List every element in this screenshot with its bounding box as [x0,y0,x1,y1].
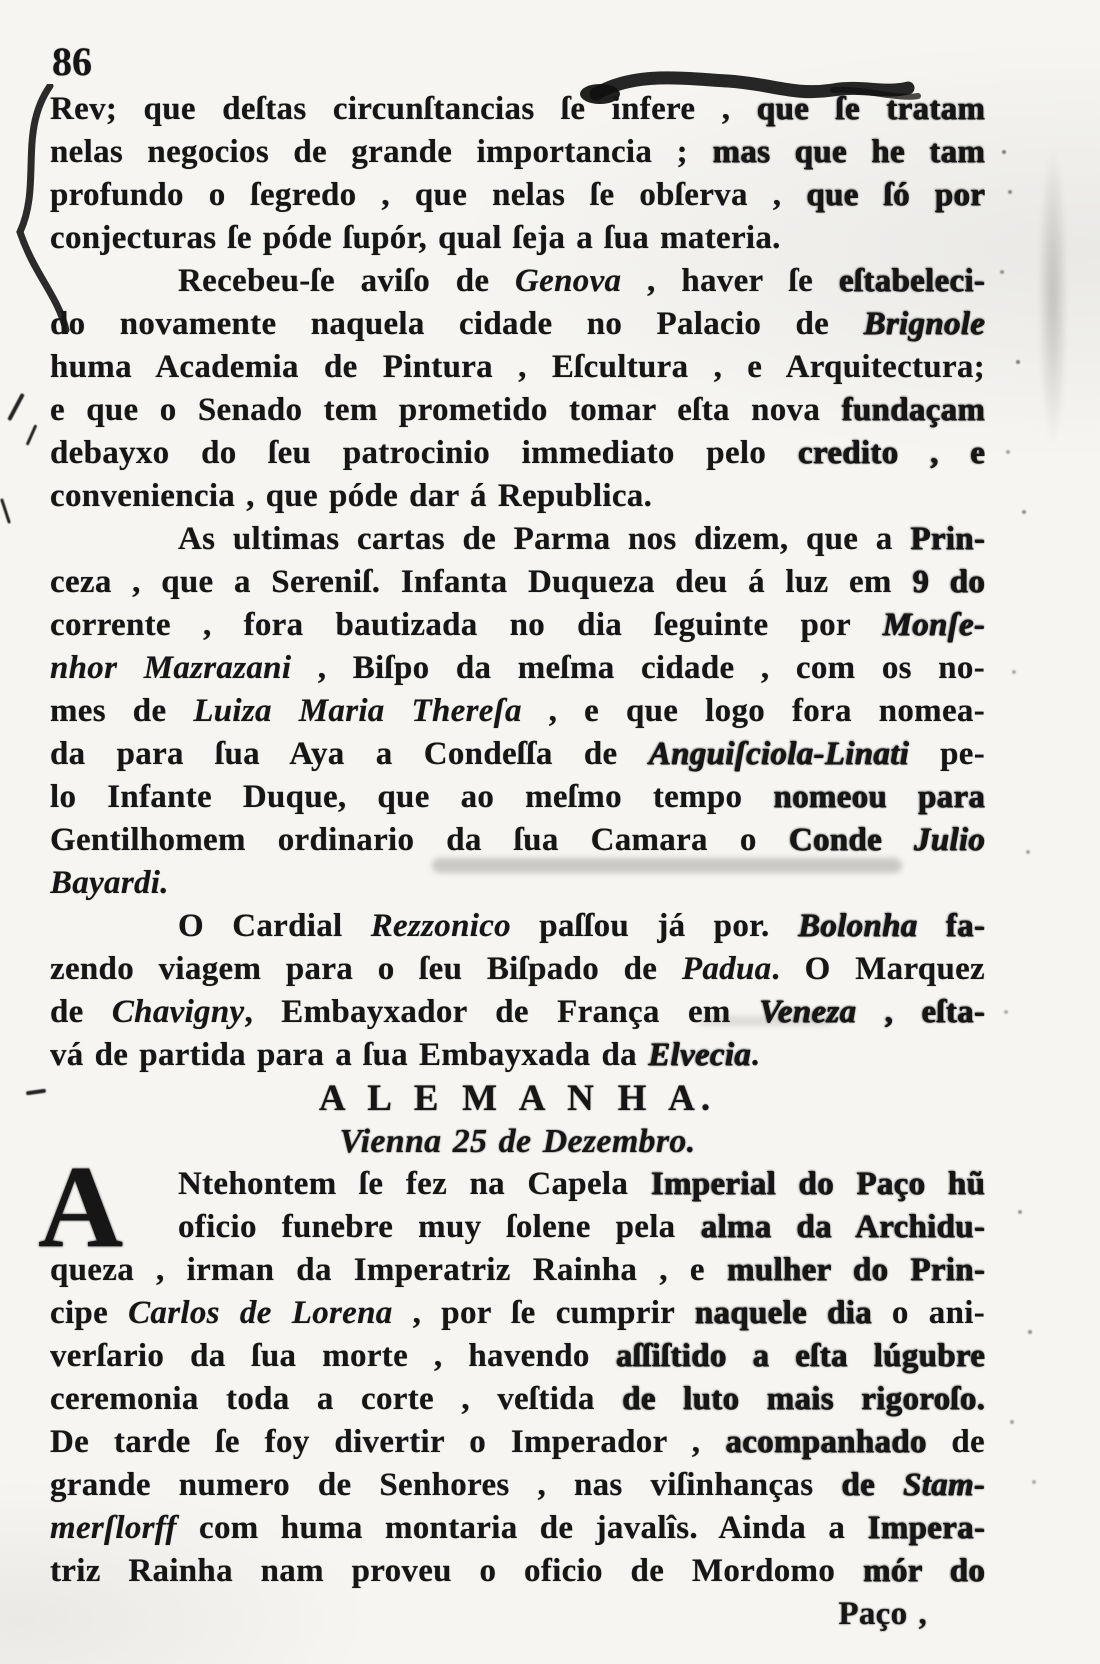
text-line [50,1034,985,1077]
text-segment: de [50,994,112,1030]
text-line [178,1206,985,1249]
ink-bleed-edge [1030,120,1076,560]
text-segment: da para ſua Aya a Condeſſa de [50,736,649,772]
body-text-upper [50,88,985,1077]
body-text-lower [50,1163,985,1593]
text-line [50,475,985,518]
text-segment: profundo o ſegredo , que nelas ſe obſerva , [50,177,807,213]
text-line [50,432,985,475]
text-segment: conjecturas ſe póde ſupór, qual ſeja a ſua materia. [50,220,781,256]
drop-cap-initial: A [38,1141,124,1272]
text-line [50,819,985,862]
text-line [50,346,985,389]
text-line [178,1163,985,1206]
text-segment: merſlorff [50,1510,177,1546]
text-segment: paſſou já por. [510,908,798,944]
text-line [50,733,985,776]
text-segment: queza , irman da Imperatriz Rainha , e [50,1252,727,1288]
text-segment: lo Infante Duque, que ao meſmo tempo [50,779,774,815]
text-segment: O Cardial [178,908,371,944]
text-segment: Conde [788,822,914,858]
margin-tick-mark [0,498,11,524]
text-segment: naquele dia [694,1295,872,1331]
text-segment: Monſe- [882,607,985,643]
text-segment: e que o Senado tem prometido tomar eſta nova [50,392,842,428]
text-segment: grande numero de Senhores , nas viſinhanças [50,1467,842,1503]
text-segment: Julio [913,822,985,858]
text-segment: Veneza [758,994,857,1030]
text-segment: debayxo do ſeu patrocinio immediato pelo [50,435,798,471]
text-segment: conveniencia , que póde dar á Republica. [50,478,653,514]
text-segment: Ntehontem ſe fez na Capela [178,1166,651,1202]
text-line [50,303,985,346]
text-segment: fundaçam [841,392,985,428]
text-segment: Bayardi. [50,865,169,901]
text-line [50,88,985,131]
text-segment: vá de partida para a ſua Embayxada da [50,1037,648,1073]
text-line [50,905,985,948]
text-segment: , e que logo fora nomea- [521,693,985,729]
text-segment: o ani- [871,1295,985,1331]
text-segment: Prin- [910,521,985,557]
text-segment: Anguiſciola-Linati [648,736,909,772]
dateline: Vienna 25 de Dezembro. [339,1123,696,1160]
text-segment: , Biſpo da meſma cidade , com os no- [291,650,985,686]
text-segment: de luto mais rigoroſo. [621,1381,985,1417]
margin-tick-mark [7,393,25,421]
text-segment: nomeou para [773,779,985,815]
text-segment: Padua [681,951,772,987]
text-segment: do novamente naquela cidade no Palacio de [50,306,864,342]
text-segment: mór do [862,1553,985,1589]
text-segment: Gentilhomem ordinario da ſua Camara o [50,822,789,858]
text-segment: nhor Mazrazani [50,650,292,686]
text-segment: Rev; que deſtas circunſtancias ſe infere , [50,91,757,127]
text-line [50,561,985,604]
text-segment: Recebeu-ſe aviſo de [178,263,516,299]
text-segment: Genova [515,263,622,299]
text-line [50,1464,985,1507]
text-line [50,948,985,991]
margin-tick-mark [26,1089,46,1096]
text-line [50,217,985,260]
text-segment: Carlos de Lorena [128,1295,393,1331]
text-segment: . [750,1037,760,1073]
text-segment: alma da Archidu- [700,1209,985,1245]
text-segment: aſſiſtido a eſta lúgubre [615,1338,985,1374]
text-segment: que ſe tratam [756,91,985,127]
text-line [50,1378,985,1421]
text-line [50,776,985,819]
text-segment: ceremonia toda a corte , veſtida [50,1381,622,1417]
text-line [50,647,985,690]
text-segment: cipe [50,1295,129,1331]
text-line [50,1550,985,1593]
text-segment: . O Marquez [771,951,985,987]
text-segment: mes de [50,693,194,729]
text-segment: corrente , fora bautizada no dia ſeguinte por [50,607,883,643]
text-segment: pe- [908,736,985,772]
text-segment: , Embayxador de França em [244,994,759,1030]
section-heading: A L E M A N H A. [318,1078,717,1119]
text-segment: 9 do [912,564,985,600]
text-segment: zendo viagem para o ſeu Biſpado de [50,951,682,987]
text-segment: Impera- [867,1510,985,1546]
text-segment: fa- [917,908,985,944]
text-segment: eſtabeleci- [838,263,985,299]
text-segment: Chavigny [111,994,245,1030]
text-line [50,389,985,432]
text-line [50,862,985,905]
text-segment: que ſó por [806,177,985,213]
text-line [50,1507,985,1550]
ink-specks [1002,150,1006,154]
text-line [50,1421,985,1464]
text-segment: acompanhado [725,1424,927,1460]
text-line [50,260,985,303]
margin-tick-mark [26,424,38,445]
text-segment: de [926,1424,985,1460]
text-segment: huma Academia de Pintura , Eſcultura , e Arquitectura; [50,349,985,385]
text-segment: verſario da ſua morte , havendo [50,1338,616,1374]
text-segment: credito , e [797,435,985,471]
text-segment: , haver ſe [621,263,839,299]
text-line [50,604,985,647]
text-segment: Elvecia [648,1037,751,1073]
text-line [50,690,985,733]
text-line [50,1335,985,1378]
text-segment: Imperial do Paço hũ [650,1166,985,1202]
text-line [50,1249,985,1292]
text-segment: nelas negocios de grande importancia ; [50,134,713,170]
text-line [50,174,985,217]
text-segment: mulher do Prin- [726,1252,985,1288]
text-segment: triz Rainha nam proveu o oficio de Mordomo [50,1553,863,1589]
catchword: Paço , [838,1596,927,1632]
page-number: 86 [52,39,92,84]
text-segment: De tarde ſe foy divertir o Imperador , [50,1424,726,1460]
text-segment: , por ſe cumprir [392,1295,695,1331]
text-line [50,131,985,174]
text-segment: oficio funebre muy ſolene pela [178,1209,701,1245]
text-segment: mas que he tam [712,134,985,170]
text-line [50,518,985,561]
text-segment: de [841,1467,903,1503]
text-segment: Rezzonico [370,908,511,944]
text-segment: com huma montaria de javalîs. Ainda a [176,1510,868,1546]
text-segment: Bolonha [797,908,918,944]
text-segment: Stam- [902,1467,985,1503]
text-line [50,1292,985,1335]
text-segment: Luiza Maria Thereſa [193,693,522,729]
text-segment: As ultimas cartas de Parma nos dizem, que a [178,521,911,557]
text-column [50,88,985,1636]
text-segment: Brignole [863,306,985,342]
text-line [50,991,985,1034]
text-segment: , eſta- [856,994,985,1030]
text-segment: ceza , que a Sereniſ. Infanta Duqueza deu á luz em [50,564,913,600]
